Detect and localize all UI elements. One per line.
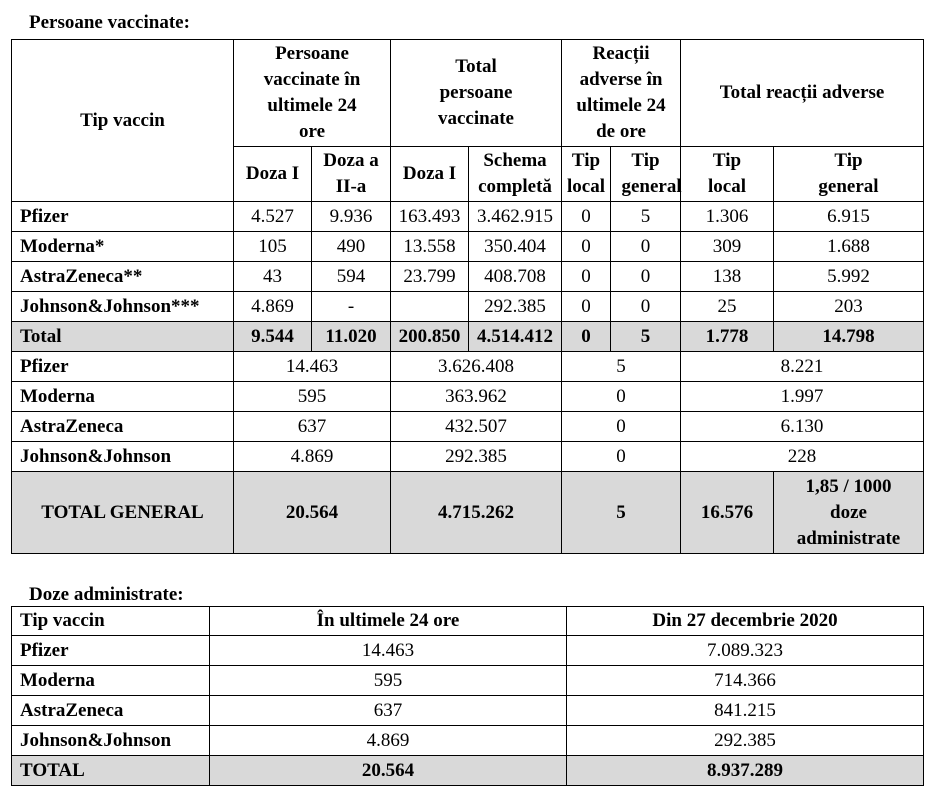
- cell: 25: [681, 292, 774, 322]
- cell: 8.937.289: [567, 756, 924, 786]
- row-label: Moderna: [12, 382, 234, 412]
- cell: -: [312, 292, 391, 322]
- cell: 0: [562, 262, 611, 292]
- cell: 5.992: [774, 262, 924, 292]
- row-label: AstraZeneca: [12, 412, 234, 442]
- cell: 0: [611, 262, 681, 292]
- row-label: AstraZeneca**: [12, 262, 234, 292]
- cell: 16.576: [681, 472, 774, 554]
- row-label: Moderna*: [12, 232, 234, 262]
- vaccinated-caption: Persoane vaccinate:: [29, 12, 190, 33]
- cell: 4.527: [234, 202, 312, 232]
- table-row: [12, 636, 924, 666]
- table-row: [12, 262, 924, 292]
- cell: 309: [681, 232, 774, 262]
- cell: 228: [681, 442, 924, 472]
- row-label: Pfizer: [12, 202, 234, 232]
- sub-header: Schema completă: [469, 147, 562, 202]
- table-row: [12, 202, 924, 232]
- table-row: [12, 382, 924, 412]
- cell: 1.306: [681, 202, 774, 232]
- header-tip-vaccin: Tip vaccin: [12, 607, 210, 636]
- cell: 3.462.915: [469, 202, 562, 232]
- cell: 6.130: [681, 412, 924, 442]
- row-label: AstraZeneca: [12, 696, 210, 726]
- cell: 5: [611, 322, 681, 352]
- cell: 292.385: [567, 726, 924, 756]
- cell: 7.089.323: [567, 636, 924, 666]
- row-label: TOTAL: [12, 756, 210, 786]
- total-general-row: [12, 472, 924, 554]
- cell: 363.962: [391, 382, 562, 412]
- cell: 4.514.412: [469, 322, 562, 352]
- total-row: [12, 756, 924, 786]
- cell: 13.558: [391, 232, 469, 262]
- cell: 163.493: [391, 202, 469, 232]
- cell: 0: [562, 292, 611, 322]
- cell: 5: [562, 352, 681, 382]
- cell: 200.850: [391, 322, 469, 352]
- sub-header: Tip general: [774, 147, 924, 202]
- cell: 350.404: [469, 232, 562, 262]
- cell: 0: [562, 412, 681, 442]
- cell: 1.778: [681, 322, 774, 352]
- header-adverse-24h: Reacții adverse în ultimele 24 de ore: [562, 40, 681, 147]
- cell: 594: [312, 262, 391, 292]
- cell: 20.564: [234, 472, 391, 554]
- row-label: Pfizer: [12, 352, 234, 382]
- sub-header: Doza a II-a: [312, 147, 391, 202]
- cell: 5: [611, 202, 681, 232]
- row-label: Johnson&Johnson: [12, 442, 234, 472]
- cell: 8.221: [681, 352, 924, 382]
- table-row: [12, 442, 924, 472]
- cell: 6.915: [774, 202, 924, 232]
- table-row: [12, 412, 924, 442]
- row-label: Moderna: [12, 666, 210, 696]
- sub-header: Doza I: [234, 147, 312, 202]
- total-row: [12, 322, 924, 352]
- cell: 0: [611, 292, 681, 322]
- cell: 5: [562, 472, 681, 554]
- cell: 432.507: [391, 412, 562, 442]
- cell: 4.869: [234, 442, 391, 472]
- row-label: Total: [12, 322, 234, 352]
- vaccinated-table: [11, 39, 924, 554]
- cell: 0: [562, 382, 681, 412]
- cell: 292.385: [391, 442, 562, 472]
- header-tip-vaccin: Tip vaccin: [12, 40, 234, 202]
- sub-header: Tip local: [681, 147, 774, 202]
- sub-header: Tip general: [611, 147, 681, 202]
- cell: 43: [234, 262, 312, 292]
- header-24h: În ultimele 24 ore: [210, 607, 567, 636]
- cell: 714.366: [567, 666, 924, 696]
- cell: 0: [611, 232, 681, 262]
- cell: 14.798: [774, 322, 924, 352]
- row-label: TOTAL GENERAL: [12, 472, 234, 554]
- cell: 138: [681, 262, 774, 292]
- cell: 9.936: [312, 202, 391, 232]
- header-since-date: Din 27 decembrie 2020: [567, 607, 924, 636]
- header-total-adverse: Total reacții adverse: [681, 40, 924, 147]
- table-row: [12, 666, 924, 696]
- cell: 105: [234, 232, 312, 262]
- cell: 637: [234, 412, 391, 442]
- doses-caption: Doze administrate:: [29, 584, 184, 605]
- row-label: Johnson&Johnson: [12, 726, 210, 756]
- cell: 20.564: [210, 756, 567, 786]
- cell: 3.626.408: [391, 352, 562, 382]
- row-label: Pfizer: [12, 636, 210, 666]
- cell: 0: [562, 232, 611, 262]
- cell: 4.715.262: [391, 472, 562, 554]
- cell: 408.708: [469, 262, 562, 292]
- sub-header: Doza I: [391, 147, 469, 202]
- cell: [391, 292, 469, 322]
- table-row: [12, 292, 924, 322]
- cell: 1.997: [681, 382, 924, 412]
- table-row: [12, 726, 924, 756]
- cell: 23.799: [391, 262, 469, 292]
- header-total-vaccinated: Total persoane vaccinate: [391, 40, 562, 147]
- cell: 637: [210, 696, 567, 726]
- cell: 841.215: [567, 696, 924, 726]
- cell: 14.463: [210, 636, 567, 666]
- cell: 1.688: [774, 232, 924, 262]
- cell: 203: [774, 292, 924, 322]
- sub-header: Tip local: [562, 147, 611, 202]
- table-row: [12, 232, 924, 262]
- cell: 1,85 / 1000 doze administrate: [774, 472, 924, 554]
- cell: 14.463: [234, 352, 391, 382]
- table-row: [12, 696, 924, 726]
- header-24h: Persoane vaccinate în ultimele 24 ore: [234, 40, 391, 147]
- cell: 490: [312, 232, 391, 262]
- cell: 9.544: [234, 322, 312, 352]
- cell: 0: [562, 442, 681, 472]
- cell: 595: [234, 382, 391, 412]
- doses-table: [11, 606, 924, 786]
- row-label: Johnson&Johnson***: [12, 292, 234, 322]
- cell: 595: [210, 666, 567, 696]
- cell: 11.020: [312, 322, 391, 352]
- table-row: [12, 352, 924, 382]
- cell: 4.869: [234, 292, 312, 322]
- cell: 4.869: [210, 726, 567, 756]
- cell: 0: [562, 322, 611, 352]
- cell: 292.385: [469, 292, 562, 322]
- cell: 0: [562, 202, 611, 232]
